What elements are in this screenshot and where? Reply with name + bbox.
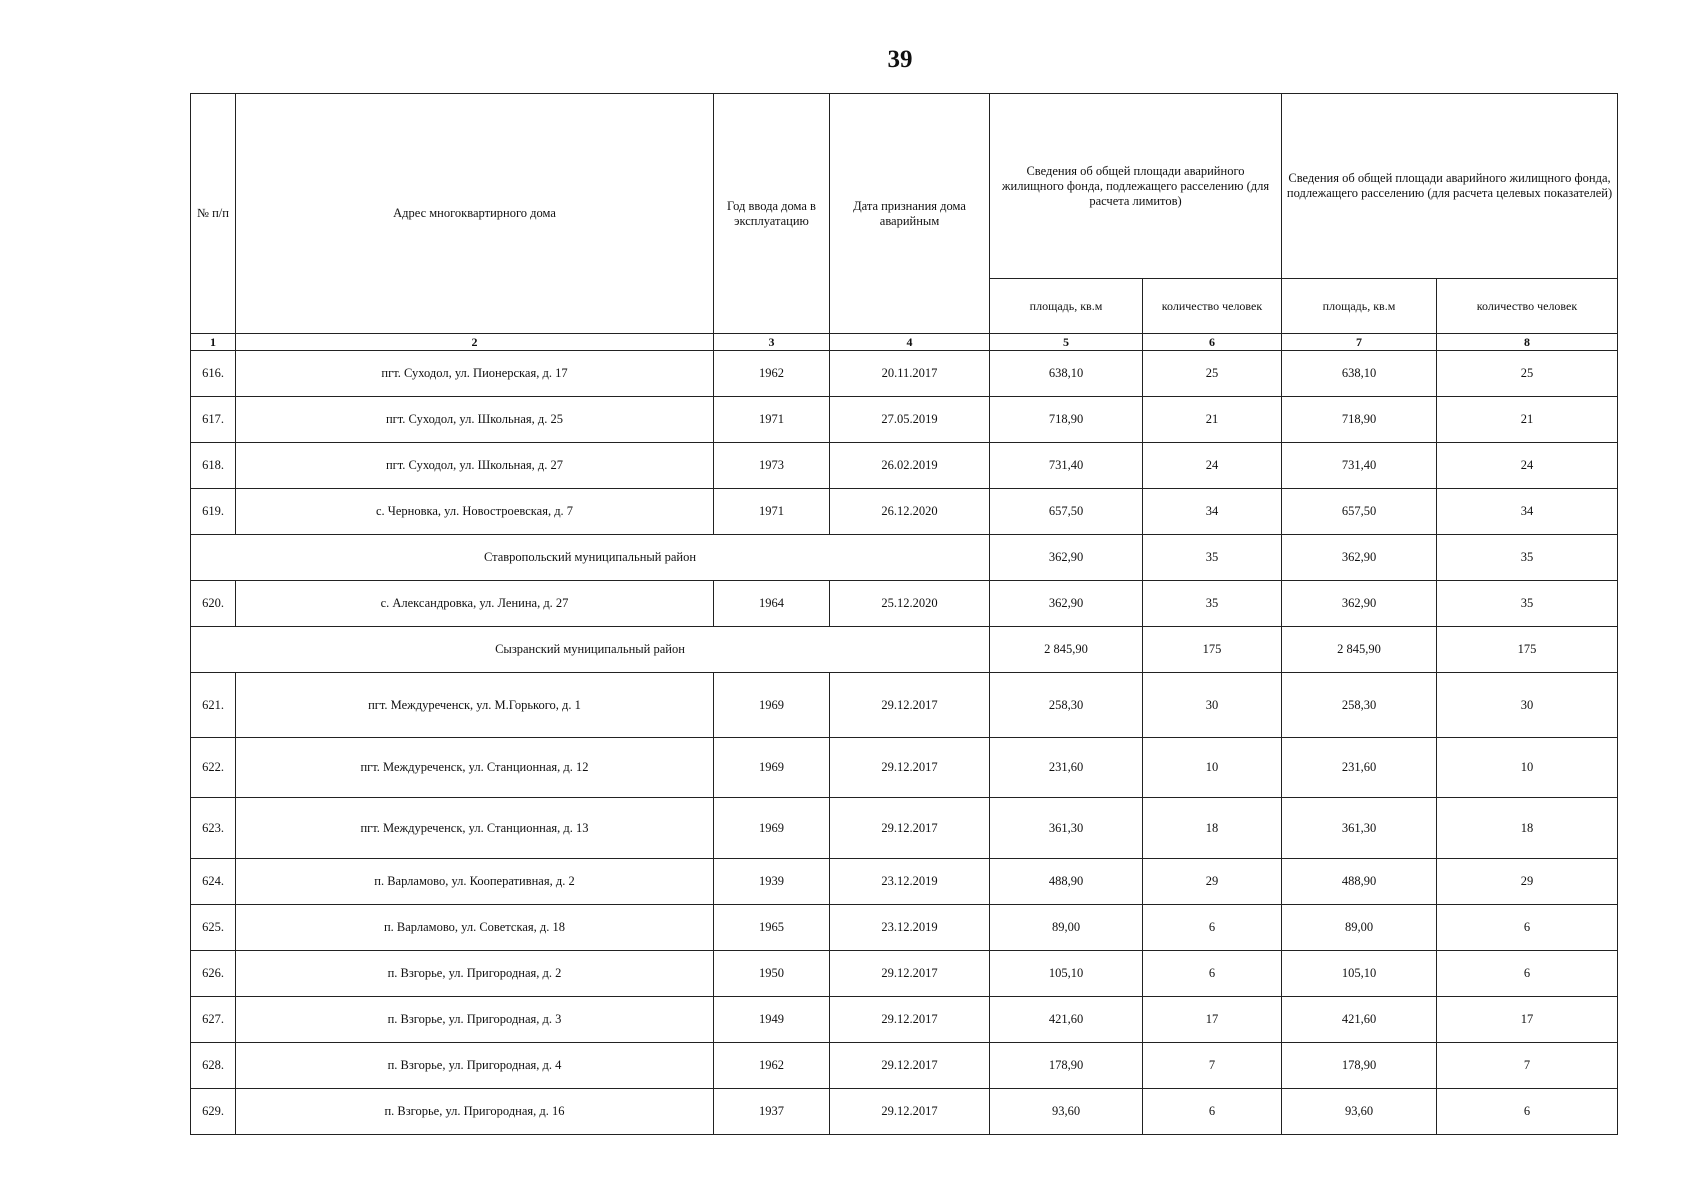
row-people: 7 [1143, 1043, 1282, 1089]
row-number: 617. [191, 397, 236, 443]
table-row [191, 997, 1618, 1043]
column-number: 4 [830, 334, 990, 351]
row-area: 421,60 [990, 997, 1143, 1043]
row-area-targets: 361,30 [1282, 798, 1437, 859]
row-area-targets: 638,10 [1282, 351, 1437, 397]
row-address: п. Взгорье, ул. Пригородная, д. 3 [236, 997, 714, 1043]
row-people: 35 [1143, 581, 1282, 627]
row-date: 29.12.2017 [830, 798, 990, 859]
row-address: п. Варламово, ул. Кооперативная, д. 2 [236, 859, 714, 905]
header-targets-group: Сведения об общей площади аварийного жилищного фонда, подлежащего расселению (для расчета целевых показателей) [1282, 94, 1618, 279]
district-name: Сызранский муниципальный район [191, 627, 990, 673]
column-number: 1 [191, 334, 236, 351]
header-address: Адрес многоквартирного дома [236, 94, 714, 334]
table-row [191, 798, 1618, 859]
column-number: 5 [990, 334, 1143, 351]
row-number: 616. [191, 351, 236, 397]
row-number: 625. [191, 905, 236, 951]
row-people-targets: 29 [1437, 859, 1618, 905]
district-row [191, 535, 1618, 581]
row-area: 731,40 [990, 443, 1143, 489]
row-people-targets: 25 [1437, 351, 1618, 397]
row-people-targets: 18 [1437, 798, 1618, 859]
row-address: пгт. Междуреченск, ул. Станционная, д. 13 [236, 798, 714, 859]
row-area-targets: 362,90 [1282, 581, 1437, 627]
row-area: 231,60 [990, 738, 1143, 798]
row-address: пгт. Суходол, ул. Пионерская, д. 17 [236, 351, 714, 397]
header-year: Год ввода дома в эксплуатацию [714, 94, 830, 334]
header-limits-group: Сведения об общей площади аварийного жилищного фонда, подлежащего расселению (для расчета лимитов) [990, 94, 1282, 279]
row-area: 178,90 [990, 1043, 1143, 1089]
row-people: 6 [1143, 951, 1282, 997]
row-date: 29.12.2017 [830, 673, 990, 738]
row-address: пгт. Суходол, ул. Школьная, д. 25 [236, 397, 714, 443]
row-year: 1965 [714, 905, 830, 951]
column-number: 2 [236, 334, 714, 351]
row-number: 618. [191, 443, 236, 489]
row-people: 17 [1143, 997, 1282, 1043]
row-people-targets: 10 [1437, 738, 1618, 798]
table-row [191, 489, 1618, 535]
row-people-targets: 7 [1437, 1043, 1618, 1089]
district-people: 35 [1143, 535, 1282, 581]
row-address: п. Взгорье, ул. Пригородная, д. 16 [236, 1089, 714, 1135]
table-row [191, 673, 1618, 738]
row-date: 20.11.2017 [830, 351, 990, 397]
row-year: 1969 [714, 673, 830, 738]
table-row [191, 351, 1618, 397]
row-people-targets: 17 [1437, 997, 1618, 1043]
row-area: 488,90 [990, 859, 1143, 905]
row-area-targets: 105,10 [1282, 951, 1437, 997]
row-people-targets: 6 [1437, 951, 1618, 997]
column-number-row [191, 334, 1618, 351]
row-year: 1973 [714, 443, 830, 489]
district-people: 175 [1143, 627, 1282, 673]
row-area: 93,60 [990, 1089, 1143, 1135]
row-date: 29.12.2017 [830, 1089, 990, 1135]
row-date: 29.12.2017 [830, 997, 990, 1043]
row-people: 25 [1143, 351, 1282, 397]
row-people: 6 [1143, 905, 1282, 951]
row-address: п. Варламово, ул. Советская, д. 18 [236, 905, 714, 951]
row-people-targets: 35 [1437, 581, 1618, 627]
row-people-targets: 24 [1437, 443, 1618, 489]
row-year: 1969 [714, 798, 830, 859]
table-row [191, 397, 1618, 443]
row-people-targets: 21 [1437, 397, 1618, 443]
row-area-targets: 258,30 [1282, 673, 1437, 738]
row-area: 718,90 [990, 397, 1143, 443]
column-number: 8 [1437, 334, 1618, 351]
row-people-targets: 6 [1437, 905, 1618, 951]
row-area: 361,30 [990, 798, 1143, 859]
row-date: 26.02.2019 [830, 443, 990, 489]
row-area: 258,30 [990, 673, 1143, 738]
row-date: 25.12.2020 [830, 581, 990, 627]
row-year: 1950 [714, 951, 830, 997]
district-area: 2 845,90 [990, 627, 1143, 673]
row-people: 34 [1143, 489, 1282, 535]
row-area-targets: 488,90 [1282, 859, 1437, 905]
row-people-targets: 6 [1437, 1089, 1618, 1135]
row-year: 1962 [714, 351, 830, 397]
table-row [191, 1089, 1618, 1135]
district-area-targets: 362,90 [1282, 535, 1437, 581]
row-area-targets: 93,60 [1282, 1089, 1437, 1135]
row-date: 23.12.2019 [830, 905, 990, 951]
page-number: 39 [887, 46, 913, 73]
row-number: 626. [191, 951, 236, 997]
header-area-targets: площадь, кв.м [1282, 279, 1437, 334]
emergency-housing-table [190, 93, 1618, 1135]
row-people: 6 [1143, 1089, 1282, 1135]
row-year: 1969 [714, 738, 830, 798]
row-people: 21 [1143, 397, 1282, 443]
header-people-targets: количество человек [1437, 279, 1618, 334]
table-row [191, 581, 1618, 627]
row-year: 1949 [714, 997, 830, 1043]
row-address: пгт. Междуреченск, ул. Станционная, д. 12 [236, 738, 714, 798]
row-people: 29 [1143, 859, 1282, 905]
row-area: 105,10 [990, 951, 1143, 997]
row-people: 30 [1143, 673, 1282, 738]
table-row [191, 951, 1618, 997]
row-number: 622. [191, 738, 236, 798]
row-area-targets: 421,60 [1282, 997, 1437, 1043]
row-number: 624. [191, 859, 236, 905]
row-people-targets: 34 [1437, 489, 1618, 535]
row-address: п. Взгорье, ул. Пригородная, д. 4 [236, 1043, 714, 1089]
row-year: 1971 [714, 489, 830, 535]
row-area-targets: 89,00 [1282, 905, 1437, 951]
row-year: 1962 [714, 1043, 830, 1089]
row-number: 627. [191, 997, 236, 1043]
row-number: 629. [191, 1089, 236, 1135]
header-date: Дата признания дома аварийным [830, 94, 990, 334]
row-people: 24 [1143, 443, 1282, 489]
row-number: 620. [191, 581, 236, 627]
row-address: п. Взгорье, ул. Пригородная, д. 2 [236, 951, 714, 997]
row-date: 29.12.2017 [830, 1043, 990, 1089]
row-area: 362,90 [990, 581, 1143, 627]
header-people: количество человек [1143, 279, 1282, 334]
row-number: 623. [191, 798, 236, 859]
header-num: № п/п [191, 94, 236, 334]
row-date: 29.12.2017 [830, 738, 990, 798]
header-area: площадь, кв.м [990, 279, 1143, 334]
row-address: с. Александровка, ул. Ленина, д. 27 [236, 581, 714, 627]
district-area-targets: 2 845,90 [1282, 627, 1437, 673]
district-name: Ставропольский муниципальный район [191, 535, 990, 581]
table-row [191, 738, 1618, 798]
row-area-targets: 731,40 [1282, 443, 1437, 489]
row-date: 29.12.2017 [830, 951, 990, 997]
row-year: 1937 [714, 1089, 830, 1135]
row-number: 628. [191, 1043, 236, 1089]
row-address: пгт. Суходол, ул. Школьная, д. 27 [236, 443, 714, 489]
row-date: 27.05.2019 [830, 397, 990, 443]
row-people-targets: 30 [1437, 673, 1618, 738]
row-number: 619. [191, 489, 236, 535]
district-people-targets: 175 [1437, 627, 1618, 673]
table-row [191, 859, 1618, 905]
row-year: 1971 [714, 397, 830, 443]
row-area: 638,10 [990, 351, 1143, 397]
column-number: 3 [714, 334, 830, 351]
district-row [191, 627, 1618, 673]
row-area-targets: 718,90 [1282, 397, 1437, 443]
row-number: 621. [191, 673, 236, 738]
row-people: 18 [1143, 798, 1282, 859]
table-row [191, 443, 1618, 489]
district-people-targets: 35 [1437, 535, 1618, 581]
row-area-targets: 178,90 [1282, 1043, 1437, 1089]
column-number: 6 [1143, 334, 1282, 351]
table-row [191, 905, 1618, 951]
column-number: 7 [1282, 334, 1437, 351]
row-area-targets: 231,60 [1282, 738, 1437, 798]
row-address: с. Черновка, ул. Новостроевская, д. 7 [236, 489, 714, 535]
row-year: 1964 [714, 581, 830, 627]
row-address: пгт. Междуреченск, ул. М.Горького, д. 1 [236, 673, 714, 738]
district-area: 362,90 [990, 535, 1143, 581]
table-row [191, 1043, 1618, 1089]
row-date: 26.12.2020 [830, 489, 990, 535]
row-date: 23.12.2019 [830, 859, 990, 905]
row-people: 10 [1143, 738, 1282, 798]
row-area: 89,00 [990, 905, 1143, 951]
row-area: 657,50 [990, 489, 1143, 535]
row-area-targets: 657,50 [1282, 489, 1437, 535]
row-year: 1939 [714, 859, 830, 905]
